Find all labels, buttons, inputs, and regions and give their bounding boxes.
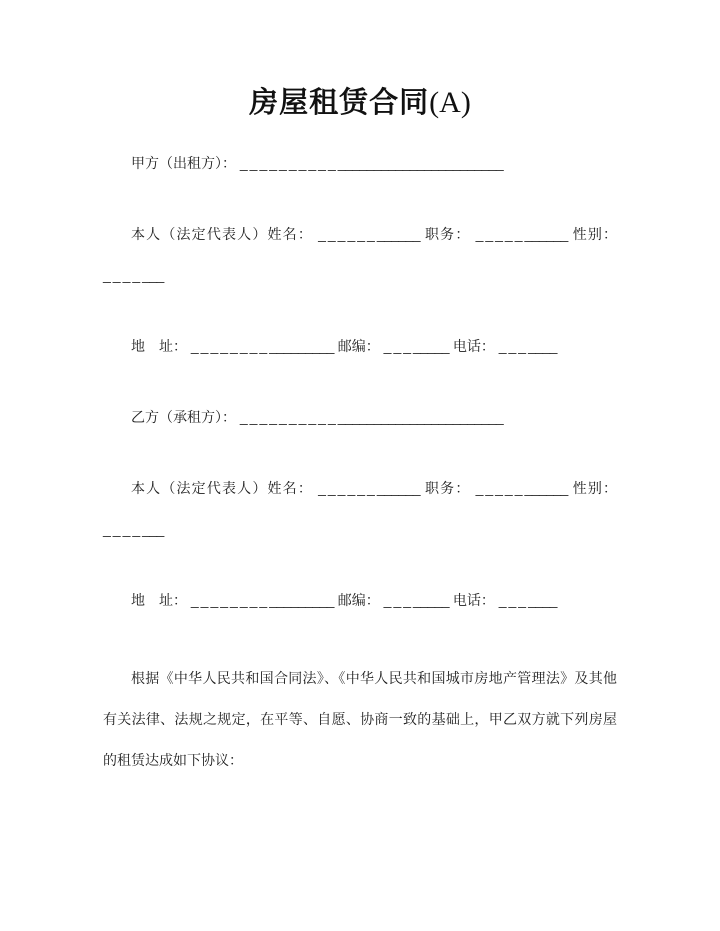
address-b-blank <box>191 592 334 608</box>
rep-a-gender-blank-dashes: ____ <box>103 267 143 283</box>
tel-b-blank-dashes: ___ <box>498 592 529 608</box>
rep-b-gender-blank <box>103 521 164 537</box>
rep-b-name-label: 本人（法定代表人）姓名： <box>131 480 314 496</box>
rep-a-gender-blank-solid: ___ <box>142 267 164 283</box>
zip-b-blank-solid: _____ <box>413 592 449 608</box>
address-b-label: 地 址： <box>131 592 187 608</box>
rep-b-name-blank-dashes: ______ <box>318 480 377 496</box>
zip-b-blank-dashes: ___ <box>383 592 414 608</box>
party-a-blank-solid: _______________________ <box>337 155 504 171</box>
tel-b-label: 电话： <box>452 592 495 608</box>
tel-a-blank <box>499 338 557 354</box>
rep-b-name-blank <box>318 480 420 496</box>
rep-a-name-blank <box>318 226 420 242</box>
party-b-blank <box>240 409 503 425</box>
intro-paragraph <box>103 658 617 781</box>
rep-a-name-blank-solid: ______ <box>376 226 420 242</box>
rep-b-gender-blank-dashes: ____ <box>103 521 143 537</box>
address-a-blank-solid: _________ <box>269 338 334 354</box>
tel-b-blank-solid: ____ <box>528 592 557 608</box>
party-a-line <box>103 143 617 184</box>
address-b-line <box>103 580 617 621</box>
party-b-blank-dashes: __________ <box>239 409 338 425</box>
party-b-line <box>103 397 617 438</box>
party-b-label: 乙方（承租方）： <box>131 409 236 425</box>
zip-a-blank-dashes: ___ <box>383 338 414 354</box>
zip-b-label: 邮编： <box>337 592 380 608</box>
document-title-suffix: (A) <box>429 86 471 119</box>
rep-b-duty-label: 职务： <box>425 480 471 496</box>
tel-a-blank-solid: ____ <box>528 338 557 354</box>
rep-a-duty-blank <box>476 226 568 242</box>
zip-b-blank <box>384 592 449 608</box>
address-a-blank-dashes: ________ <box>190 338 270 354</box>
zip-a-blank <box>384 338 449 354</box>
zip-a-blank-solid: _____ <box>413 338 449 354</box>
address-b-blank-solid: _________ <box>269 592 334 608</box>
party-a-blank <box>240 155 503 171</box>
rep-a-line <box>103 214 617 296</box>
rep-b-duty-blank-solid: ______ <box>524 480 568 496</box>
intro-text: 根据《中华人民共和国合同法》、《中华人民共和国城市房地产管理法》及其他有关法律、法规之规定，在平等、自愿、协商一致的基础上，甲乙双方就下列房屋的租赁达成如下协议： <box>103 670 617 768</box>
tel-b-blank <box>499 592 557 608</box>
rep-a-duty-label: 职务： <box>425 226 471 242</box>
party-b-blank-solid: _______________________ <box>337 409 504 425</box>
party-a-label: 甲方（出租方）： <box>131 155 236 171</box>
rep-b-gender-blank-solid: ___ <box>142 521 164 537</box>
address-a-blank <box>191 338 334 354</box>
address-a-label: 地 址： <box>131 338 187 354</box>
rep-b-duty-blank <box>476 480 568 496</box>
rep-a-gender-blank <box>103 267 164 283</box>
tel-a-blank-dashes: ___ <box>498 338 529 354</box>
rep-a-duty-blank-solid: ______ <box>524 226 568 242</box>
rep-a-duty-blank-dashes: _____ <box>475 226 525 242</box>
rep-b-gender-label: 性别： <box>572 480 618 496</box>
rep-b-duty-blank-dashes: _____ <box>475 480 525 496</box>
rep-a-name-blank-dashes: ______ <box>318 226 377 242</box>
address-a-line <box>103 326 617 367</box>
address-b-blank-dashes: ________ <box>190 592 270 608</box>
tel-a-label: 电话： <box>452 338 495 354</box>
party-a-blank-dashes: __________ <box>239 155 338 171</box>
rep-b-name-blank-solid: ______ <box>376 480 420 496</box>
rep-b-line <box>103 468 617 550</box>
document-title-main: 房屋租赁合同 <box>249 87 430 119</box>
rep-a-gender-label: 性别： <box>572 226 618 242</box>
zip-a-label: 邮编： <box>337 338 380 354</box>
document-title <box>103 83 617 123</box>
rep-a-name-label: 本人（法定代表人）姓名： <box>131 226 314 242</box>
